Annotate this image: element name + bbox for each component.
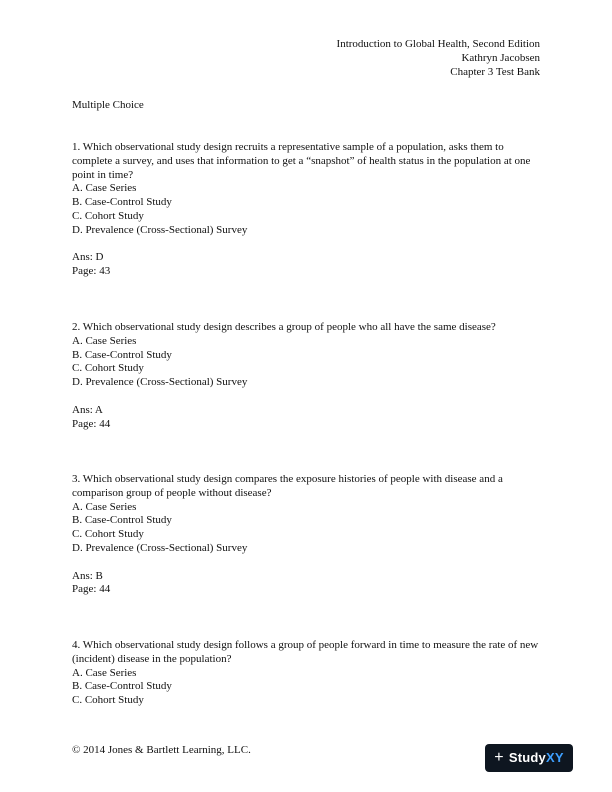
- plus-icon: +: [494, 749, 504, 767]
- page-ref: Page: 44: [72, 417, 111, 430]
- answer: Ans: A: [72, 403, 103, 416]
- document-header: [337, 38, 540, 79]
- question-4: [72, 639, 542, 708]
- option-c: C. Cohort Study: [72, 528, 144, 541]
- option-c: C. Cohort Study: [72, 362, 144, 375]
- studyxy-logo: [485, 744, 573, 772]
- question-2: [72, 321, 552, 431]
- option-b: B. Case-Control Study: [72, 680, 172, 693]
- author-name: Kathryn Jacobsen: [461, 51, 540, 64]
- option-a: A. Case Series: [72, 182, 137, 195]
- question-text: 1. Which observational study design recruits a representative sample of a population, asks them to complete a survey, and uses that information to get a “snapshot” of health status in the population at one point in time?: [72, 141, 531, 181]
- option-c: C. Cohort Study: [72, 694, 144, 707]
- question-text: 4. Which observational study design follows a group of people forward in time to measure the rate of new (incident) disease in the population?: [72, 639, 539, 665]
- section-title: Multiple Choice: [72, 99, 144, 111]
- page-ref: Page: 43: [72, 265, 111, 278]
- answer: Ans: B: [72, 569, 103, 582]
- question-1: [72, 141, 542, 279]
- page-ref: Page: 44: [72, 583, 111, 596]
- option-b: B. Case-Control Study: [72, 514, 172, 527]
- question-3: [72, 473, 542, 597]
- option-a: A. Case Series: [72, 500, 137, 513]
- option-b: B. Case-Control Study: [72, 196, 172, 209]
- option-d: D. Prevalence (Cross-Sectional) Survey: [72, 223, 248, 236]
- question-text: 2. Which observational study design describes a group of people who all have the same disease?: [72, 321, 496, 333]
- option-c: C. Cohort Study: [72, 209, 144, 222]
- copyright-footer: © 2014 Jones & Bartlett Learning, LLC.: [72, 744, 251, 756]
- option-d: D. Prevalence (Cross-Sectional) Survey: [72, 541, 248, 554]
- option-a: A. Case Series: [72, 666, 137, 679]
- answer: Ans: D: [72, 251, 104, 264]
- brand-xy: XY: [545, 750, 564, 766]
- option-b: B. Case-Control Study: [72, 348, 172, 361]
- option-a: A. Case Series: [72, 334, 137, 347]
- brand-study: Study: [508, 750, 546, 766]
- book-title: Introduction to Global Health, Second Edition: [336, 38, 540, 50]
- option-d: D. Prevalence (Cross-Sectional) Survey: [72, 376, 248, 389]
- chapter-label: Chapter 3 Test Bank: [450, 65, 540, 78]
- question-text: 3. Which observational study design compares the exposure histories of people with disease and a comparison group of people without disease?: [72, 473, 503, 499]
